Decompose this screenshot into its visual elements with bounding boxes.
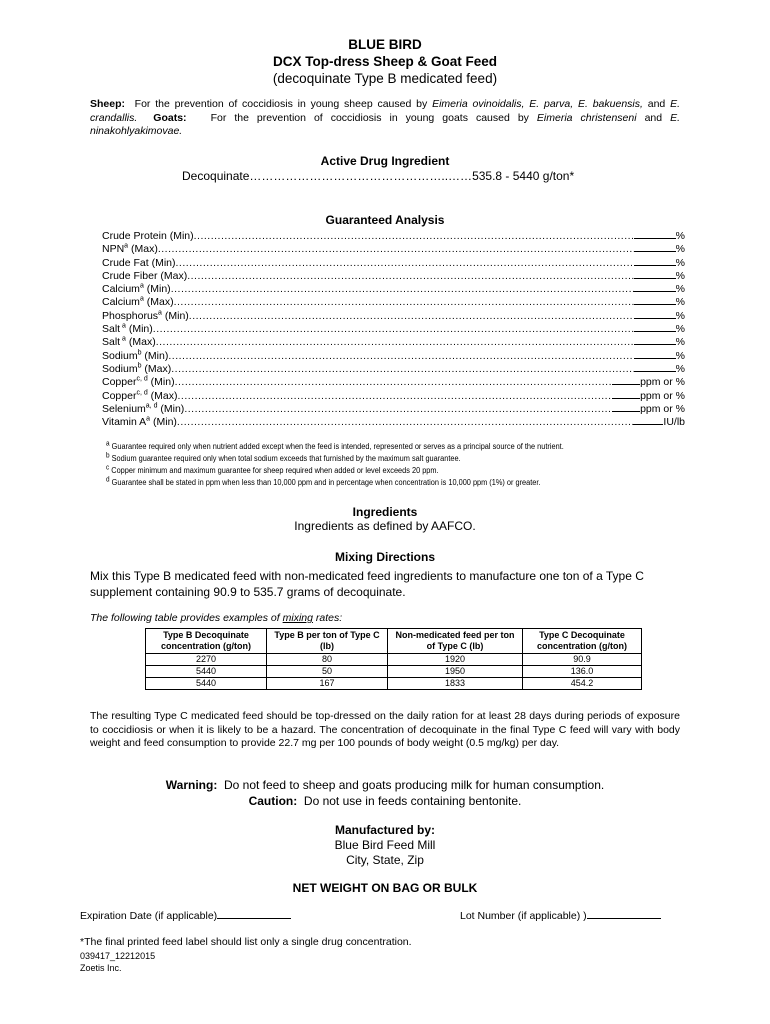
- value-blank[interactable]: [634, 269, 676, 279]
- analysis-label-suffix: (Min): [141, 349, 169, 362]
- analysis-row: [102, 295, 685, 308]
- footnote-mark: b: [137, 349, 142, 357]
- analysis-label: [102, 376, 175, 389]
- footnote-text: Guarantee shall be stated in ppm when less than 10,000 ppm and in percentage when concentration is 10,000 ppm (1%) or greater.: [111, 478, 541, 487]
- analysis-value-field: [634, 269, 685, 283]
- drug-amount: 535.8 - 5440 g/ton*: [472, 169, 575, 183]
- analysis-value-field: [634, 229, 685, 243]
- analysis-label: [102, 283, 171, 296]
- species-intro: [90, 98, 680, 139]
- product-subtitle: (decoquinate Type B medicated feed): [272, 71, 498, 86]
- analysis-row: [102, 362, 685, 375]
- result-text: The resulting Type C medicated feed should be top-dressed on the daily ration for at least 28 days during periods of exposure to coccidiosis or when it is likely to be a hazard. The concentration of decoquinate in the final Type C feed will vary with body weight and feed consumption to provide 22.7 mg per 100 pounds of body weight (0.5 mg/kg) per day.: [90, 710, 680, 749]
- analysis-label-suffix: (Max): [147, 389, 178, 402]
- brand-title: BLUE BIRD: [348, 37, 422, 52]
- footnote-mark: d: [106, 476, 110, 484]
- dot-leader: [177, 416, 633, 429]
- value-blank[interactable]: [634, 335, 676, 345]
- sheep-text: For the prevention of coccidiosis in young sheep caused by: [134, 98, 428, 110]
- analysis-value-field: [634, 295, 685, 309]
- table-cell: 5440: [146, 666, 267, 678]
- value-blank[interactable]: [634, 282, 676, 292]
- footnote-mark: a, d: [145, 402, 158, 410]
- analysis-value-field: [634, 335, 685, 349]
- analysis-row: [102, 335, 685, 348]
- analysis-label-text: Sodium: [102, 362, 138, 375]
- analysis-unit: %: [675, 309, 685, 322]
- analysis-unit: ppm or %: [640, 376, 685, 389]
- value-blank[interactable]: [634, 242, 676, 252]
- analysis-value-field: [634, 362, 685, 376]
- table-row: [146, 678, 642, 690]
- footnote-mark: a: [124, 242, 129, 250]
- footnote-mark: a: [158, 309, 162, 317]
- table-cell: 50: [267, 666, 388, 678]
- mixing-text: Mix this Type B medicated feed with non-medicated feed ingredients to manufacture one ton of a Type C supplement containing 90.9 to 535.7 grams of decoquinate.: [90, 569, 644, 599]
- sheep-label: Sheep:: [90, 98, 126, 110]
- analysis-value-field: [634, 282, 685, 296]
- ingredients-heading: Ingredients: [352, 505, 418, 519]
- table-intro-mixing: mixing: [282, 612, 313, 624]
- footnote-mark: a: [120, 335, 126, 343]
- footnote-mark: c, d: [136, 375, 148, 383]
- analysis-label-text: Crude Fat (Min): [102, 256, 176, 269]
- sheep-species-2: E. crandallis.: [90, 98, 681, 124]
- footnote-mark: a: [139, 282, 144, 290]
- value-blank[interactable]: [634, 362, 676, 372]
- sheep-species-1: Eimeria ovinoidalis, E. parva, E. bakuensis,: [432, 98, 643, 110]
- goats-and: and: [644, 111, 663, 124]
- lot-field: [460, 909, 661, 922]
- warning-line: [0, 778, 770, 794]
- analysis-row: [102, 309, 685, 322]
- analysis-unit: %: [675, 323, 685, 336]
- column-header: Type C Decoquinate concentration (g/ton): [523, 629, 642, 654]
- footnote-mark: a: [139, 295, 144, 303]
- analysis-value-field: [634, 256, 685, 270]
- dot-leader: [187, 270, 633, 283]
- manufacturer-heading: Manufactured by:: [334, 823, 435, 837]
- analysis-label: [102, 416, 177, 429]
- table-intro: [90, 612, 342, 624]
- analysis-value-field: [612, 402, 685, 416]
- analysis-label-text: Vitamin A: [102, 416, 147, 429]
- analysis-label-text: Calcium: [102, 283, 140, 296]
- analysis-label: [102, 257, 176, 270]
- table-cell: 454.2: [523, 678, 642, 690]
- lot-label: Lot Number (if applicable) ): [460, 910, 587, 922]
- value-blank[interactable]: [612, 402, 640, 412]
- value-blank[interactable]: [612, 389, 640, 399]
- analysis-label-text: NPN: [102, 243, 125, 256]
- table-row: [146, 654, 642, 666]
- goats-label: Goats:: [153, 111, 187, 124]
- analysis-label-text: Salt: [102, 336, 121, 349]
- analysis-label-suffix: (Min): [161, 309, 189, 322]
- footnote-mark: a: [120, 322, 126, 330]
- footnote-mark: b: [137, 362, 142, 370]
- doc-code-block: [80, 950, 155, 974]
- analysis-label-suffix: (Min): [157, 402, 185, 415]
- caution-line: [0, 794, 770, 810]
- value-blank[interactable]: [612, 375, 640, 385]
- dot-leader: [156, 336, 634, 349]
- footnote: [106, 477, 564, 489]
- warning-text: Do not feed to sheep and goats producing milk for human consumption.: [223, 778, 605, 792]
- analysis-label: [102, 350, 168, 363]
- goats-species-1: Eimeria christenseni: [536, 111, 637, 124]
- analysis-unit: %: [675, 243, 685, 256]
- footnote-mark: c, d: [136, 389, 148, 397]
- analysis-label: [102, 336, 156, 349]
- table-intro-post: rates:: [312, 612, 343, 624]
- warning-label: Warning:: [165, 778, 218, 792]
- value-blank[interactable]: [634, 256, 676, 266]
- value-blank[interactable]: [634, 229, 676, 239]
- column-header: Type B per ton of Type C (lb): [267, 629, 388, 654]
- doc-code: 039417_12212015: [80, 951, 156, 961]
- label-header: [0, 36, 770, 87]
- analysis-label: [102, 230, 194, 243]
- analysis-row: [102, 375, 685, 388]
- table-header-row: [146, 629, 642, 654]
- analysis-label-text: Selenium: [102, 402, 146, 415]
- dot-leader: [171, 283, 634, 296]
- table-cell: 136.0: [523, 666, 642, 678]
- analysis-label: [102, 390, 178, 403]
- value-blank[interactable]: [634, 322, 676, 332]
- analysis-unit: %: [675, 296, 685, 309]
- active-drug-heading: Active Drug Ingredient: [320, 154, 450, 168]
- table-cell: 1920: [388, 654, 523, 666]
- table-row: [146, 666, 642, 678]
- footnote: [106, 453, 564, 465]
- analysis-label: [102, 296, 174, 309]
- analysis-label-text: Copper: [102, 376, 137, 389]
- value-blank[interactable]: [634, 309, 676, 319]
- analysis-label-text: Crude Protein (Min): [102, 230, 194, 242]
- value-blank[interactable]: [634, 295, 676, 305]
- analysis-label-text: Crude Fiber (Max): [102, 269, 188, 282]
- analysis-value-field: [634, 322, 685, 336]
- analysis-unit: %: [675, 256, 685, 269]
- analysis-unit: %: [675, 349, 685, 362]
- analysis-row: [102, 256, 685, 269]
- dot-leader: [176, 257, 634, 270]
- manufacturer-name: Blue Bird Feed Mill: [334, 838, 436, 852]
- table-cell: 5440: [146, 678, 267, 690]
- mixing-table: [145, 628, 642, 690]
- analysis-unit: %: [675, 336, 685, 349]
- analysis-unit: %: [675, 269, 685, 282]
- analysis-label-suffix: (Max): [143, 296, 174, 309]
- analysis-label-text: Salt: [102, 323, 121, 336]
- analysis-label-suffix: (Max): [125, 336, 156, 349]
- analysis-label-text: Sodium: [102, 349, 138, 362]
- footnote: [106, 441, 564, 453]
- analysis-row: [102, 322, 685, 335]
- net-weight: NET WEIGHT ON BAG OR BULK: [292, 881, 478, 895]
- analysis-label-suffix: (Min): [143, 283, 171, 296]
- active-drug-line: [182, 169, 574, 183]
- manufacturer-location: City, State, Zip: [346, 853, 424, 867]
- analysis-unit: ppm or %: [640, 402, 685, 415]
- caution-text: Do not use in feeds containing bentonite.: [303, 793, 522, 808]
- analysis-row: [102, 229, 685, 242]
- table-cell: 2270: [146, 654, 267, 666]
- dot-leader: [189, 310, 634, 323]
- analysis-label: [102, 270, 187, 283]
- product-title: DCX Top-dress Sheep & Goat Feed: [272, 54, 498, 69]
- analysis-label-suffix: (Min): [125, 323, 153, 336]
- footnote-mark: c: [106, 464, 110, 472]
- goats-text: For the prevention of coccidiosis in young goats caused by: [210, 111, 529, 124]
- analysis-label-text: Copper: [102, 389, 137, 402]
- dot-leader: [194, 230, 634, 243]
- analysis-row: [102, 389, 685, 402]
- footnote-mark: a: [146, 415, 151, 423]
- footnote-mark: a: [106, 440, 110, 448]
- analysis-row: [102, 349, 685, 362]
- analysis-value-field: [634, 242, 685, 256]
- table-cell: 1950: [388, 666, 523, 678]
- drug-name: Decoquinate: [182, 169, 250, 183]
- dot-leader: [158, 243, 634, 256]
- analysis-label-text: Phosphorus: [102, 309, 159, 322]
- value-blank[interactable]: [634, 349, 676, 359]
- dot-leader: [175, 376, 612, 389]
- lot-blank[interactable]: [587, 909, 661, 919]
- analysis-label: [102, 310, 189, 323]
- value-blank[interactable]: [633, 415, 663, 425]
- company-name: Zoetis Inc.: [80, 963, 122, 973]
- footnote: [106, 465, 564, 477]
- analysis-row: [102, 269, 685, 282]
- final-note: *The final printed feed label should list only a single drug concentration.: [80, 936, 412, 948]
- column-header: Non-medicated feed per ton of Type C (lb): [388, 629, 523, 654]
- analysis-value-field: [612, 375, 685, 389]
- analysis-label-suffix: (Min): [150, 416, 177, 429]
- table-intro-pre: The following table provides examples of: [90, 612, 283, 624]
- dot-leader: [184, 403, 612, 416]
- analysis-value-field: [633, 415, 685, 429]
- guaranteed-analysis-list: [102, 229, 685, 428]
- analysis-value-field: [612, 389, 685, 403]
- footnote-text: Sodium guarantee required only when total sodium exceeds that furnished by the maximum salt guarantee.: [111, 454, 461, 463]
- expiration-blank[interactable]: [217, 909, 291, 919]
- dot-leader: [168, 350, 633, 363]
- footnote-text: Copper minimum and maximum guarantee for sheep required when added or level exceeds 20 ppm.: [111, 466, 439, 475]
- analysis-unit: IU/lb: [663, 416, 685, 429]
- analysis-value-field: [634, 309, 685, 323]
- footnote-mark: b: [106, 452, 110, 460]
- analysis-label-text: Calcium: [102, 296, 140, 309]
- table-cell: 1833: [388, 678, 523, 690]
- expiration-field: [80, 909, 291, 922]
- analysis-row: [102, 282, 685, 295]
- analysis-unit: %: [675, 362, 685, 375]
- dot-leader: [171, 363, 633, 376]
- table-cell: 167: [267, 678, 388, 690]
- mixing-heading: Mixing Directions: [334, 550, 435, 564]
- table-cell: 90.9: [523, 654, 642, 666]
- analysis-label-suffix: (Min): [147, 376, 175, 389]
- dot-leader: [178, 390, 613, 403]
- analysis-label-suffix: (Max): [141, 362, 172, 375]
- goats-species-2: E. ninakohlyakimovae.: [90, 111, 681, 137]
- warnings-block: [0, 778, 770, 809]
- analysis-label: [102, 243, 158, 256]
- ingredients-text: Ingredients as defined by AAFCO.: [294, 519, 476, 533]
- caution-label: Caution:: [248, 793, 298, 808]
- analysis-row: [102, 242, 685, 255]
- sheep-and: and: [647, 98, 666, 110]
- footnotes: [106, 441, 564, 489]
- analysis-unit: %: [675, 283, 685, 296]
- analysis-row: [102, 402, 685, 415]
- dot-leader: [174, 296, 634, 309]
- manufacturer-block: [0, 823, 770, 868]
- guaranteed-analysis-heading: Guaranteed Analysis: [325, 213, 445, 227]
- column-header: Type B Decoquinate concentration (g/ton): [146, 629, 267, 654]
- footnote-text: Guarantee required only when nutrient added except when the feed is intended, represented or serves as a principal source of the nutrient.: [111, 442, 564, 451]
- expiration-label: Expiration Date (if applicable): [80, 910, 218, 922]
- drug-leader: …………………………………………..……: [249, 169, 473, 183]
- analysis-label: [102, 403, 184, 416]
- analysis-unit: %: [675, 230, 685, 242]
- analysis-value-field: [634, 349, 685, 363]
- analysis-unit: ppm or %: [640, 389, 685, 402]
- analysis-label: [102, 363, 171, 376]
- analysis-row: [102, 415, 685, 428]
- table-cell: 80: [267, 654, 388, 666]
- analysis-label-suffix: (Max): [128, 243, 158, 256]
- dot-leader: [153, 323, 634, 336]
- analysis-label: [102, 323, 153, 336]
